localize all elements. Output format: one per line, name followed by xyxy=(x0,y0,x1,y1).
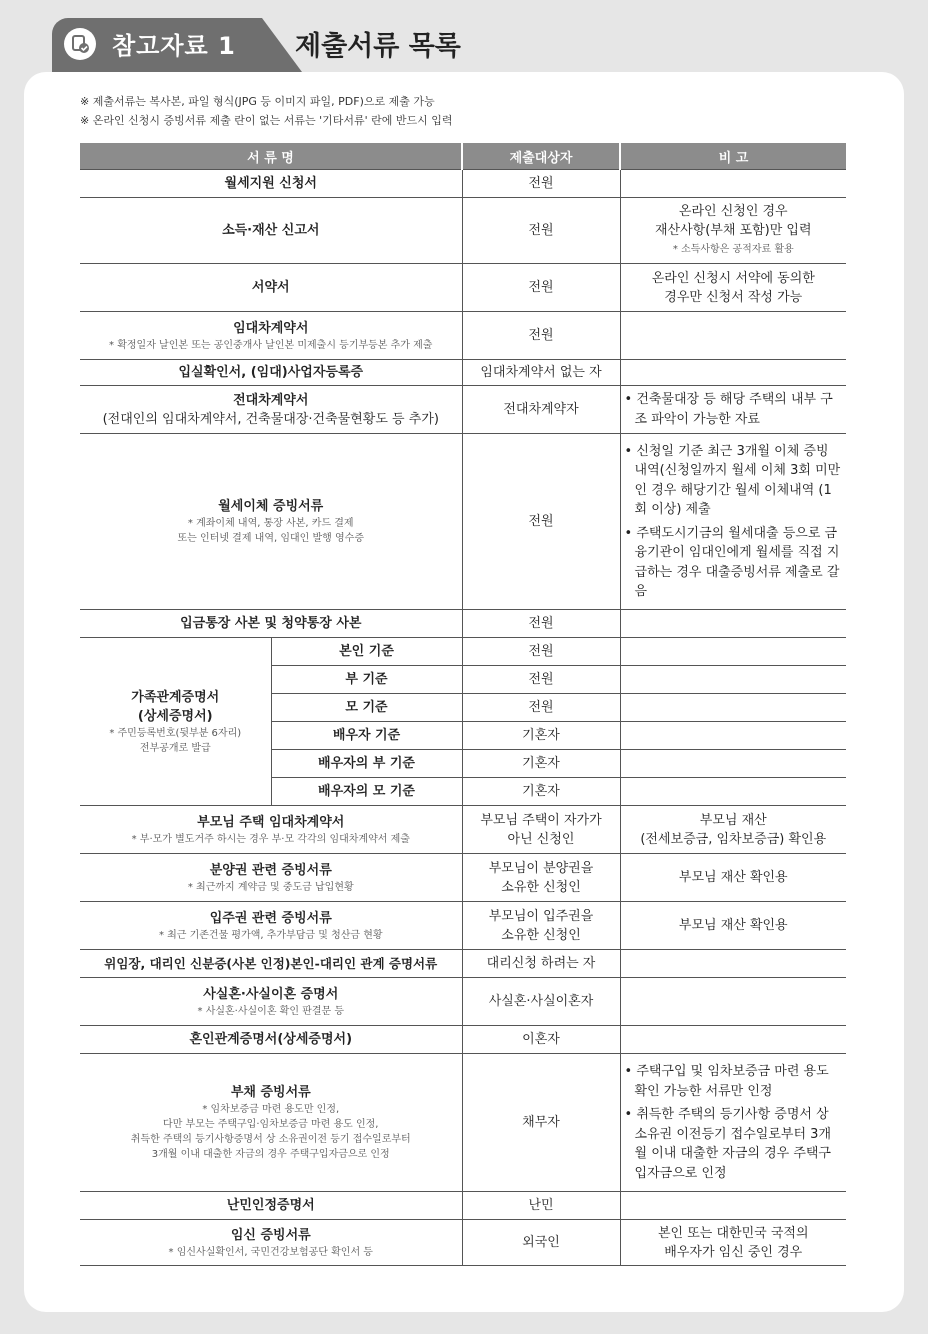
target: 난민 xyxy=(462,1192,620,1220)
table-row xyxy=(80,854,846,902)
doc-title: 부모님 주택 임대차계약서 xyxy=(197,814,345,830)
table-row xyxy=(80,312,846,360)
target: 전원 xyxy=(462,312,620,360)
basis: 배우자의 모 기준 xyxy=(271,778,462,806)
target: 전원 xyxy=(462,264,620,312)
remark xyxy=(620,1220,846,1266)
target xyxy=(462,806,620,854)
target: 채무자 xyxy=(462,1054,620,1192)
target-line: 부모님 주택이 자가가 xyxy=(480,812,602,828)
doc-title: 월세이체 증빙서류 xyxy=(218,499,324,514)
basis: 본인 기준 xyxy=(271,638,462,666)
doc-name xyxy=(80,638,271,806)
table-row xyxy=(80,264,846,312)
table-row xyxy=(80,806,846,854)
table-row xyxy=(80,950,846,978)
doc-title: 가족관계증명서 xyxy=(131,689,220,705)
remark xyxy=(620,694,846,722)
remark xyxy=(620,950,846,978)
remark xyxy=(620,434,846,610)
remark-bullet: • 주택구입 및 임차보증금 마련 용도 확인 가능한 서류만 인정 xyxy=(624,1064,829,1099)
remark-line: (전세보증금, 임차보증금) 확인용 xyxy=(640,831,827,847)
target: 전원 xyxy=(462,170,620,198)
remark xyxy=(620,1026,846,1054)
document-check-icon xyxy=(64,28,96,60)
remark xyxy=(620,198,846,264)
remark xyxy=(620,750,846,778)
doc-name: 난민인정증명서 xyxy=(80,1192,462,1220)
doc-note: * 최근까지 계약금 및 중도금 납입현황 xyxy=(187,881,354,893)
doc-title: 전대차계약서 xyxy=(233,392,309,408)
remark xyxy=(620,1054,846,1192)
remark: 부모님 재산 확인용 xyxy=(620,854,846,902)
column-header: 서 류 명 xyxy=(80,143,462,170)
doc-title: 임신 증빙서류 xyxy=(230,1227,311,1243)
doc-note: 또는 인터넷 결제 내역, 임대인 발행 영수증 xyxy=(177,533,364,544)
doc-note: * 사실혼·사실이혼 확인 판결문 등 xyxy=(197,1005,344,1017)
doc-note: 3개월 이내 대출한 자금의 경우 주택구입자금으로 인정 xyxy=(151,1149,390,1160)
doc-note: * 임신사실확인서, 국민건강보험공단 확인서 등 xyxy=(168,1246,373,1258)
table-row xyxy=(80,1220,846,1266)
target-line: 부모님이 입주권을 xyxy=(488,908,594,924)
target: 기혼자 xyxy=(462,750,620,778)
remark-line: 경우만 신청서 작성 가능 xyxy=(664,289,803,305)
doc-title: 부채 증빙서류 xyxy=(230,1085,311,1100)
table-row xyxy=(80,360,846,386)
doc-note: * 계좌이체 내역, 통장 사본, 카드 결제 xyxy=(187,518,354,529)
doc-name xyxy=(80,854,462,902)
section-badge: 참고자료 1 xyxy=(112,32,236,60)
table-row xyxy=(80,386,846,434)
notes xyxy=(80,92,453,130)
column-header: 제출대상자 xyxy=(462,143,620,170)
table-row xyxy=(80,978,846,1026)
doc-name: 서약서 xyxy=(80,264,462,312)
remark-line: 온라인 신청인 경우 xyxy=(678,204,788,219)
target: 전원 xyxy=(462,638,620,666)
remark xyxy=(620,666,846,694)
target-line: 소유한 신청인 xyxy=(501,879,581,895)
table-row xyxy=(80,1026,846,1054)
remark xyxy=(620,170,846,198)
table-row xyxy=(80,434,846,610)
target: 대리신청 하려는 자 xyxy=(462,950,620,978)
doc-title: (상세증명서) xyxy=(137,708,213,724)
doc-title: 임대차계약서 xyxy=(233,320,309,336)
doc-name: 위임장, 대리인 신분증(사본 인정)본인-대리인 관계 증명서류 xyxy=(80,950,462,978)
doc-note: 다만 부모는 주택구입·임차보증금 마련 용도 인정, xyxy=(163,1119,379,1130)
remark xyxy=(620,264,846,312)
doc-note: * 부·모가 별도거주 하시는 경우 부·모 각각의 임대차계약서 제출 xyxy=(131,833,410,845)
target: 전원 xyxy=(462,666,620,694)
remark xyxy=(620,312,846,360)
table-row xyxy=(80,1054,846,1192)
doc-name xyxy=(80,806,462,854)
target-line: 아닌 신청인 xyxy=(507,831,575,847)
document-table xyxy=(80,143,846,1266)
target: 임대차계약서 없는 자 xyxy=(462,360,620,386)
target: 외국인 xyxy=(462,1220,620,1266)
note-line: ※ 온라인 신청시 증빙서류 제출 란이 없는 서류는 '기타서류' 란에 반드시 입력 xyxy=(80,114,453,127)
target: 전원 xyxy=(462,434,620,610)
remark-line: 재산사항(부채 포함)만 입력 xyxy=(654,223,812,238)
remark-bullet: • 취득한 주택의 등기사항 증명서 상 소유권 이전등기 접수일로부터 3개월 이내 대출한 자금의 경우 주택구입자금으로 인정 xyxy=(624,1107,831,1181)
target-line: 소유한 신청인 xyxy=(501,927,581,943)
target-line: 부모님이 분양권을 xyxy=(488,860,594,876)
basis: 배우자 기준 xyxy=(271,722,462,750)
doc-title: 분양권 관련 증빙서류 xyxy=(209,862,332,878)
target xyxy=(462,854,620,902)
note-line: ※ 제출서류는 복사본, 파일 형식(JPG 등 이미지 파일, PDF)으로 제출 가능 xyxy=(80,95,435,108)
remark xyxy=(620,386,846,434)
remark xyxy=(620,806,846,854)
target: 사실혼·사실이혼자 xyxy=(462,978,620,1026)
doc-name: 혼인관계증명서(상세증명서) xyxy=(80,1026,462,1054)
basis: 부 기준 xyxy=(271,666,462,694)
doc-note: * 확정일자 날인본 또는 공인중개사 날인본 미제출시 등기부등본 추가 제출 xyxy=(109,339,433,351)
basis: 배우자의 부 기준 xyxy=(271,750,462,778)
doc-note: * 주민등록번호(뒷부분 6자리) xyxy=(109,727,242,739)
remark-note: * 소득사항은 공적자료 활용 xyxy=(672,244,794,255)
doc-name xyxy=(80,1220,462,1266)
doc-name: 월세지원 신청서 xyxy=(80,170,462,198)
remark xyxy=(620,778,846,806)
remark xyxy=(620,722,846,750)
doc-note: * 최근 기존건물 평가액, 추가부담금 및 청산금 현황 xyxy=(158,929,383,941)
doc-name xyxy=(80,434,462,610)
doc-note: 취득한 주택의 등기사항증명서 상 소유권이전 등기 접수일로부터 xyxy=(130,1134,411,1145)
table-row xyxy=(80,610,846,638)
remark xyxy=(620,610,846,638)
remark xyxy=(620,978,846,1026)
target: 전원 xyxy=(462,694,620,722)
column-header: 비 고 xyxy=(620,143,846,170)
remark xyxy=(620,1192,846,1220)
remark xyxy=(620,638,846,666)
doc-title: 사실혼·사실이혼 증명서 xyxy=(203,986,339,1002)
doc-name: 입금통장 사본 및 청약통장 사본 xyxy=(80,610,462,638)
remark-line: 배우자가 임신 중인 경우 xyxy=(664,1244,803,1260)
remark-bullet: • 건축물대장 등 해당 주택의 내부 구조 파악이 가능한 자료 xyxy=(624,392,833,427)
table-row xyxy=(80,1192,846,1220)
remark xyxy=(620,360,846,386)
doc-name: 소득·재산 신고서 xyxy=(80,198,462,264)
target: 이혼자 xyxy=(462,1026,620,1054)
target: 기혼자 xyxy=(462,722,620,750)
doc-name xyxy=(80,978,462,1026)
table-row xyxy=(80,170,846,198)
doc-name xyxy=(80,902,462,950)
page-title: 제출서류 목록 xyxy=(295,31,461,62)
doc-title: 입주권 관련 증빙서류 xyxy=(209,910,332,926)
target: 기혼자 xyxy=(462,778,620,806)
doc-note: 전부공개로 발급 xyxy=(139,742,211,754)
doc-title-note: (전대인의 임대차계약서, 건축물대장·건축물현황도 등 추가) xyxy=(102,411,439,427)
table-header xyxy=(80,143,846,170)
basis: 모 기준 xyxy=(271,694,462,722)
target: 전대차계약자 xyxy=(462,386,620,434)
target: 전원 xyxy=(462,610,620,638)
table-row xyxy=(80,638,846,666)
doc-name xyxy=(80,1054,462,1192)
remark-line: 온라인 신청시 서약에 동의한 xyxy=(651,270,815,286)
remark: 부모님 재산 확인용 xyxy=(620,902,846,950)
target: 전원 xyxy=(462,198,620,264)
doc-name xyxy=(80,386,462,434)
remark-line: 본인 또는 대한민국 국적의 xyxy=(657,1225,809,1241)
doc-name xyxy=(80,312,462,360)
table-row xyxy=(80,198,846,264)
target xyxy=(462,902,620,950)
table-row xyxy=(80,902,846,950)
doc-name: 입실확인서, (임대)사업자등록증 xyxy=(80,360,462,386)
remark-bullet: • 주택도시기금의 월세대출 등으로 금융기관이 임대인에게 월세를 직접 지급하는 경우 대출증빙서류 제출로 갈음 xyxy=(624,525,840,599)
doc-note: * 임차보증금 마련 용도만 인정, xyxy=(202,1104,340,1115)
remark-line: 부모님 재산 xyxy=(699,812,767,828)
remark-bullet: • 신청일 기준 최근 3개월 이체 증빙 내역(신청일까지 월세 이체 3회 미만인 경우 해당기간 월세 이체내역 (1회 이상) 제출 xyxy=(624,443,841,517)
